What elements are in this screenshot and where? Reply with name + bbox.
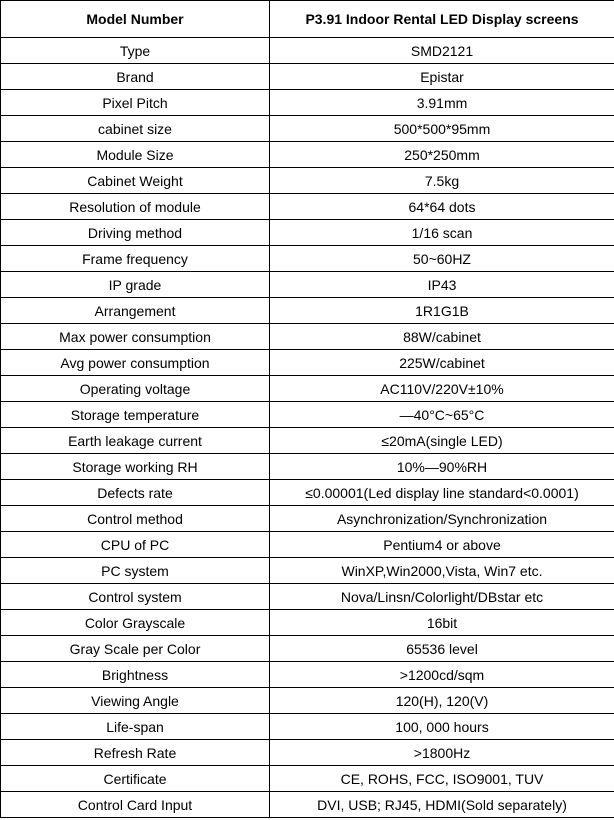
spec-label: IP grade: [1, 272, 270, 298]
table-row: [1, 740, 614, 766]
spec-value: 65536 level: [270, 636, 614, 662]
spec-label: Gray Scale per Color: [1, 636, 270, 662]
spec-value: Asynchronization/Synchronization: [270, 506, 614, 532]
table-row: [1, 38, 614, 64]
table-row: [1, 194, 614, 220]
spec-label: Cabinet Weight: [1, 168, 270, 194]
table-row: [1, 168, 614, 194]
spec-label: Life-span: [1, 714, 270, 740]
table-row: [1, 376, 614, 402]
table-row: [1, 350, 614, 376]
spec-value: 100, 000 hours: [270, 714, 614, 740]
header-product-name: P3.91 Indoor Rental LED Display screens: [270, 1, 614, 38]
spec-label: CPU of PC: [1, 532, 270, 558]
spec-value: —40°C~65°C: [270, 402, 614, 428]
table-row: [1, 584, 614, 610]
spec-value: 250*250mm: [270, 142, 614, 168]
table-row: [1, 142, 614, 168]
spec-label: Type: [1, 38, 270, 64]
spec-value: 225W/cabinet: [270, 350, 614, 376]
spec-label: Avg power consumption: [1, 350, 270, 376]
table-header-row: [1, 1, 614, 38]
spec-value: 3.91mm: [270, 90, 614, 116]
table-row: [1, 402, 614, 428]
spec-label: Module Size: [1, 142, 270, 168]
table-row: [1, 324, 614, 350]
table-row: [1, 532, 614, 558]
spec-label: Refresh Rate: [1, 740, 270, 766]
spec-label: cabinet size: [1, 116, 270, 142]
spec-label: Color Grayscale: [1, 610, 270, 636]
spec-value: CE, ROHS, FCC, ISO9001, TUV: [270, 766, 614, 792]
spec-value: Nova/Linsn/Colorlight/DBstar etc: [270, 584, 614, 610]
table-row: [1, 558, 614, 584]
spec-label: Driving method: [1, 220, 270, 246]
spec-label: Storage working RH: [1, 454, 270, 480]
spec-value: 64*64 dots: [270, 194, 614, 220]
spec-value: DVI, USB; RJ45, HDMI(Sold separately): [270, 792, 614, 818]
table-row: [1, 792, 614, 818]
spec-value: Pentium4 or above: [270, 532, 614, 558]
spec-label: Frame frequency: [1, 246, 270, 272]
spec-value: 7.5kg: [270, 168, 614, 194]
spec-value: IP43: [270, 272, 614, 298]
header-model-number: Model Number: [1, 1, 270, 38]
table-row: [1, 480, 614, 506]
table-row: [1, 90, 614, 116]
table-row: [1, 636, 614, 662]
table-row: [1, 454, 614, 480]
spec-label: Control method: [1, 506, 270, 532]
table-row: [1, 116, 614, 142]
table-row: [1, 688, 614, 714]
spec-label: Resolution of module: [1, 194, 270, 220]
spec-label: Certificate: [1, 766, 270, 792]
spec-value: >1200cd/sqm: [270, 662, 614, 688]
table-row: [1, 662, 614, 688]
spec-label: Pixel Pitch: [1, 90, 270, 116]
spec-label: Control system: [1, 584, 270, 610]
spec-value: 50~60HZ: [270, 246, 614, 272]
spec-value: ≤20mA(single LED): [270, 428, 614, 454]
spec-label: PC system: [1, 558, 270, 584]
table-row: [1, 220, 614, 246]
spec-value: 500*500*95mm: [270, 116, 614, 142]
spec-table-body: [1, 38, 614, 818]
table-row: [1, 506, 614, 532]
spec-label: Operating voltage: [1, 376, 270, 402]
table-row: [1, 272, 614, 298]
spec-label: Control Card Input: [1, 792, 270, 818]
table-row: [1, 766, 614, 792]
spec-label: Brightness: [1, 662, 270, 688]
table-row: [1, 64, 614, 90]
table-row: [1, 246, 614, 272]
spec-value: Epistar: [270, 64, 614, 90]
spec-value: 1R1G1B: [270, 298, 614, 324]
spec-value: >1800Hz: [270, 740, 614, 766]
spec-label: Defects rate: [1, 480, 270, 506]
spec-value: 10%—90%RH: [270, 454, 614, 480]
table-row: [1, 298, 614, 324]
spec-value: SMD2121: [270, 38, 614, 64]
spec-label: Max power consumption: [1, 324, 270, 350]
spec-value: 16bit: [270, 610, 614, 636]
spec-value: 120(H), 120(V): [270, 688, 614, 714]
spec-value: 88W/cabinet: [270, 324, 614, 350]
spec-label: Viewing Angle: [1, 688, 270, 714]
spec-label: Arrangement: [1, 298, 270, 324]
spec-value: AC110V/220V±10%: [270, 376, 614, 402]
spec-label: Earth leakage current: [1, 428, 270, 454]
spec-label: Storage temperature: [1, 402, 270, 428]
table-row: [1, 428, 614, 454]
spec-value: WinXP,Win2000,Vista, Win7 etc.: [270, 558, 614, 584]
spec-label: Brand: [1, 64, 270, 90]
spec-value: ≤0.00001(Led display line standard<0.0001): [270, 480, 614, 506]
table-row: [1, 714, 614, 740]
table-row: [1, 610, 614, 636]
spec-value: 1/16 scan: [270, 220, 614, 246]
